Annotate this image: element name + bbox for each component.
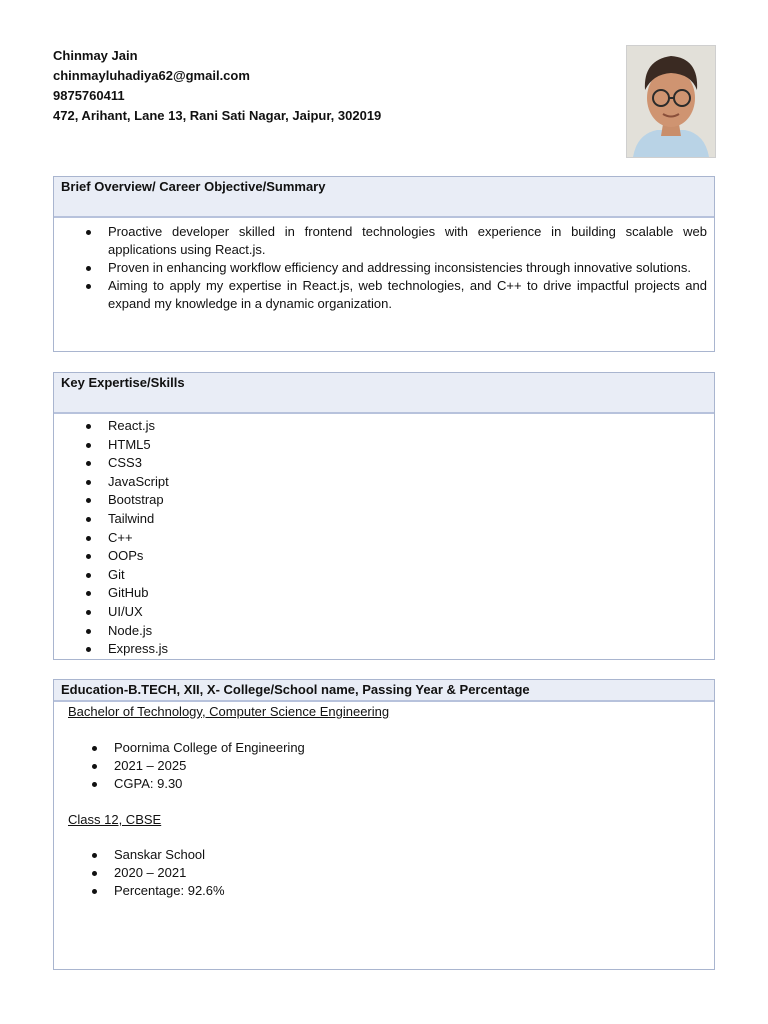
portrait-illustration — [627, 46, 715, 157]
summary-heading: Brief Overview/ Career Objective/Summary — [54, 177, 714, 218]
list-item: Percentage: 92.6% — [114, 882, 714, 900]
list-item: Proactive developer skilled in frontend technologies with experience in building scalable web applications using React.js. — [108, 223, 714, 259]
education-heading: Education-B.TECH, XII, X- College/School name, Passing Year & Percentage — [54, 680, 714, 702]
skills-list — [54, 417, 714, 659]
list-item: Express.js — [108, 640, 714, 659]
list-item: C++ — [108, 529, 714, 548]
skills-section — [53, 372, 715, 660]
candidate-email[interactable]: chinmayluhadiya62@gmail.com — [53, 68, 250, 83]
candidate-phone: 9875760411 — [53, 88, 125, 103]
candidate-address: 472, Arihant, Lane 13, Rani Sati Nagar, Jaipur, 302019 — [53, 108, 382, 123]
list-item: Tailwind — [108, 510, 714, 529]
list-item: Sanskar School — [114, 846, 714, 864]
skills-heading: Key Expertise/Skills — [54, 373, 714, 414]
list-item: CSS3 — [108, 454, 714, 473]
list-item: 2021 – 2025 — [114, 757, 714, 775]
education-section — [53, 679, 715, 970]
list-item: CGPA: 9.30 — [114, 775, 714, 793]
list-item: Node.js — [108, 622, 714, 641]
list-item: Proven in enhancing workflow efficiency and addressing inconsistencies through innovative solutions. — [108, 259, 714, 277]
education-class12-title: Class 12, CBSE — [68, 812, 162, 827]
list-item: OOPs — [108, 547, 714, 566]
education-degree-details — [54, 739, 714, 793]
summary-list — [54, 223, 714, 313]
candidate-name: Chinmay Jain — [53, 48, 138, 63]
list-item: Bootstrap — [108, 491, 714, 510]
education-degree-title: Bachelor of Technology, Computer Science Engineering — [68, 704, 390, 719]
summary-section — [53, 176, 715, 352]
list-item: UI/UX — [108, 603, 714, 622]
profile-photo — [626, 45, 716, 158]
list-item: React.js — [108, 417, 714, 436]
list-item: Poornima College of Engineering — [114, 739, 714, 757]
list-item: Git — [108, 566, 714, 585]
list-item: HTML5 — [108, 436, 714, 455]
list-item: JavaScript — [108, 473, 714, 492]
list-item: 2020 – 2021 — [114, 864, 714, 882]
education-class12-details — [54, 846, 714, 900]
list-item: Aiming to apply my expertise in React.js, web technologies, and C++ to drive impactful projects and expand my knowledge in a dynamic organization. — [108, 277, 714, 313]
contact-block — [53, 46, 381, 126]
list-item: GitHub — [108, 584, 714, 603]
